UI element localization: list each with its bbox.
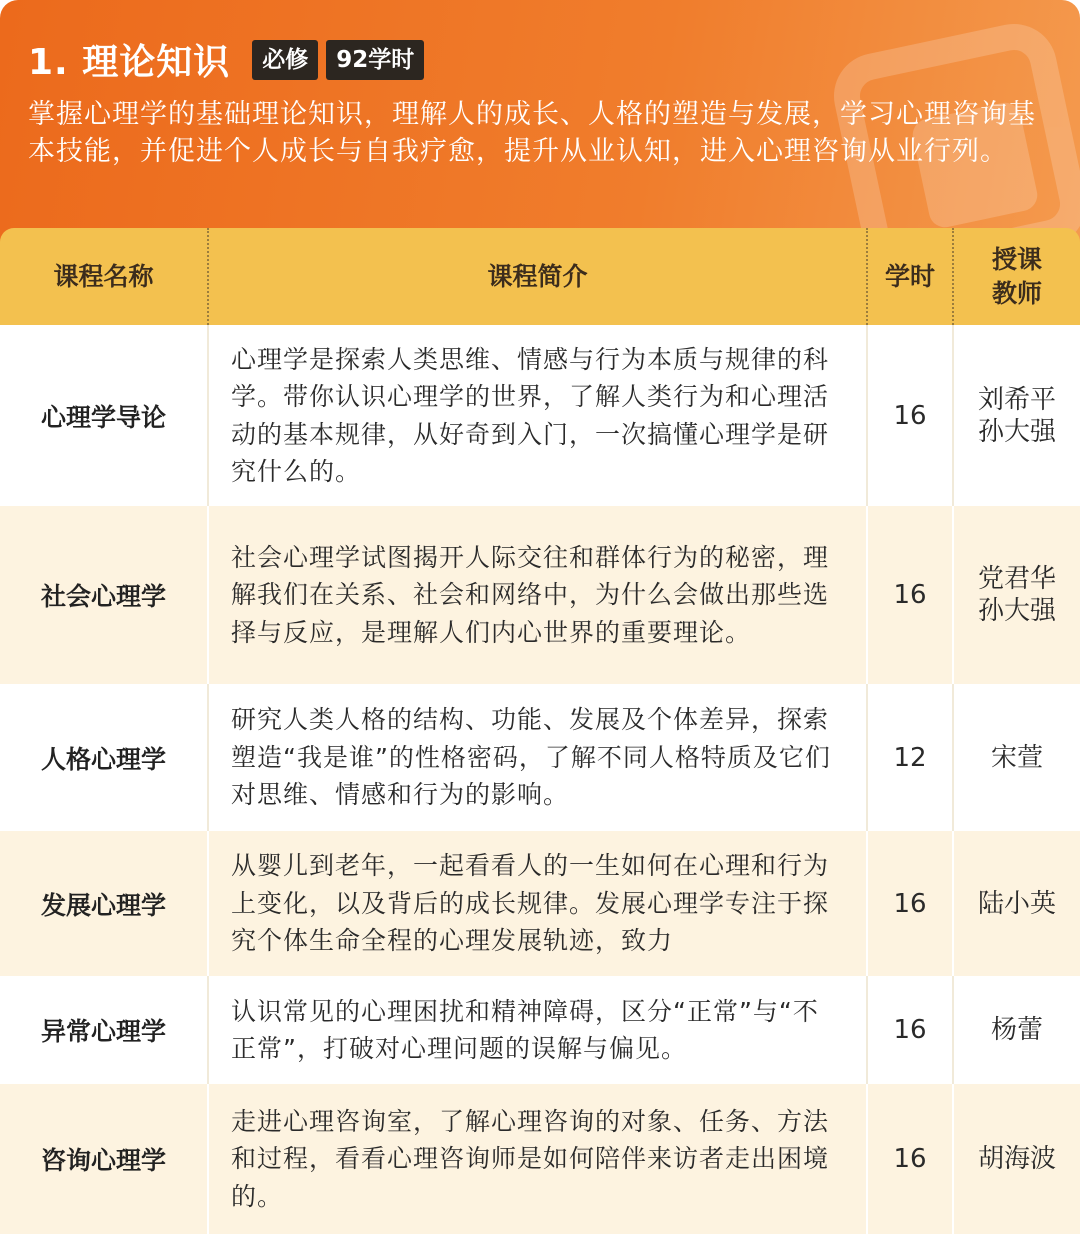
course-desc: 走进心理咨询室，了解心理咨询的对象、任务、方法和过程，看看心理咨询师是如何陪伴来访者走出困境的。 xyxy=(208,1084,867,1234)
course-teacher xyxy=(953,831,1080,976)
course-table xyxy=(0,228,1080,1234)
course-desc: 研究人类人格的结构、功能、发展及个体差异，探索塑造“我是谁”的性格密码，了解不同人格特质及它们对思维、情感和行为的影响。 xyxy=(208,684,867,831)
course-desc: 社会心理学试图揭开人际交往和群体行为的秘密，理解我们在关系、社会和网络中，为什么会做出那些选择与反应，是理解人们内心世界的重要理论。 xyxy=(208,506,867,684)
course-name: 咨询心理学 xyxy=(0,1084,208,1234)
course-teacher xyxy=(953,506,1080,684)
table-header-row xyxy=(0,228,1080,325)
teacher-name: 杨蕾 xyxy=(990,1015,1043,1045)
title-row xyxy=(28,34,432,85)
teacher-name: 孙大强 xyxy=(977,596,1056,626)
section-intro: 掌握心理学的基础理论知识，理解人的成长、人格的塑造与发展，学习心理咨询基本技能，并促进个人成长与自我疗愈，提升从业认知，进入心理咨询从业行列。 xyxy=(28,99,1036,167)
table-row xyxy=(0,1084,1080,1234)
course-desc: 心理学是探索人类思维、情感与行为本质与规律的科学。带你认识心理学的世界，了解人类行为和心理活动的基本规律，从好奇到入门，一次搞懂心理学是研究什么的。 xyxy=(208,325,867,506)
course-teacher xyxy=(953,325,1080,506)
course-hours: 12 xyxy=(867,684,953,831)
course-name: 发展心理学 xyxy=(0,831,208,976)
course-desc: 从婴儿到老年，一起看看人的一生如何在心理和行为上变化，以及背后的成长规律。发展心理学专注于探究个体生命全程的心理发展轨迹，致力 xyxy=(208,831,867,976)
table-row xyxy=(0,506,1080,684)
course-teacher xyxy=(953,976,1080,1084)
teacher-name: 刘希平 xyxy=(977,384,1056,415)
column-header-desc: 课程简介 xyxy=(208,228,867,325)
section-title: 1. 理论知识 xyxy=(28,42,231,83)
course-desc: 认识常见的心理困扰和精神障碍，区分“正常”与“不正常”，打破对心理问题的误解与偏见。 xyxy=(208,976,867,1084)
course-name: 人格心理学 xyxy=(0,684,208,831)
teacher-name: 孙大强 xyxy=(977,416,1056,447)
teacher-name: 党君华 xyxy=(977,564,1056,594)
course-hours: 16 xyxy=(867,325,953,506)
course-name: 社会心理学 xyxy=(0,506,208,684)
column-header-name: 课程名称 xyxy=(0,228,208,325)
course-hours: 16 xyxy=(867,1084,953,1234)
table-row xyxy=(0,976,1080,1084)
required-tag: 必修 xyxy=(252,40,318,80)
course-name: 异常心理学 xyxy=(0,976,208,1084)
column-header-teacher-label: 授课教师 xyxy=(991,244,1042,308)
table-row xyxy=(0,325,1080,506)
course-hours: 16 xyxy=(867,831,953,976)
column-header-teacher xyxy=(953,228,1080,325)
teacher-name: 宋萱 xyxy=(990,742,1043,773)
course-hours: 16 xyxy=(867,976,953,1084)
column-header-hours: 学时 xyxy=(867,228,953,325)
table-row xyxy=(0,684,1080,831)
hours-tag: 92学时 xyxy=(326,40,424,80)
teacher-name: 陆小英 xyxy=(977,888,1056,919)
course-teacher xyxy=(953,1084,1080,1234)
course-hours: 16 xyxy=(867,506,953,684)
table-row xyxy=(0,831,1080,976)
teacher-name: 胡海波 xyxy=(977,1144,1056,1174)
section-header xyxy=(0,0,1080,250)
course-name: 心理学导论 xyxy=(0,325,208,506)
course-teacher xyxy=(953,684,1080,831)
